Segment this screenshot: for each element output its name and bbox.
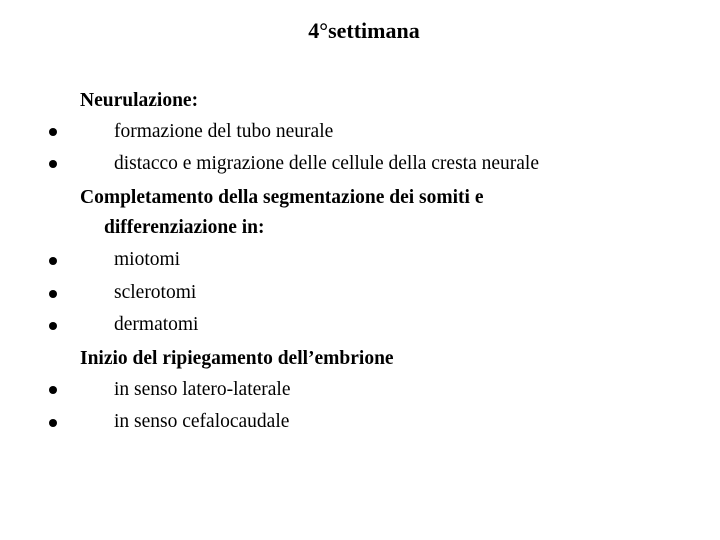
- list-item: miotomi: [114, 249, 181, 270]
- list-item: sclerotomi: [114, 282, 197, 303]
- bullet-icon: [49, 290, 57, 298]
- list-item: in senso cefalocaudale: [114, 411, 290, 432]
- bullet-icon: [49, 419, 57, 427]
- list-item: distacco e migrazione delle cellule della cresta neurale: [114, 153, 539, 174]
- list-item: formazione del tubo neurale: [114, 121, 334, 142]
- bullet-icon: [49, 322, 57, 330]
- list-item: in senso latero-laterale: [114, 379, 291, 400]
- bullet-icon: [49, 257, 57, 265]
- slide-title: 4°settimana: [308, 18, 420, 43]
- list-item: dermatomi: [114, 314, 199, 335]
- section-heading-somiti: Completamento della segmentazione dei somiti e: [80, 187, 484, 208]
- bullet-icon: [49, 128, 57, 136]
- bullet-icon: [49, 160, 57, 168]
- bullet-icon: [49, 386, 57, 394]
- section-heading-somiti-continued: differenziazione in:: [104, 217, 265, 238]
- section-heading-neurulazione: Neurulazione:: [80, 90, 199, 111]
- section-heading-ripiegamento: Inizio del ripiegamento dell’embrione: [80, 348, 394, 369]
